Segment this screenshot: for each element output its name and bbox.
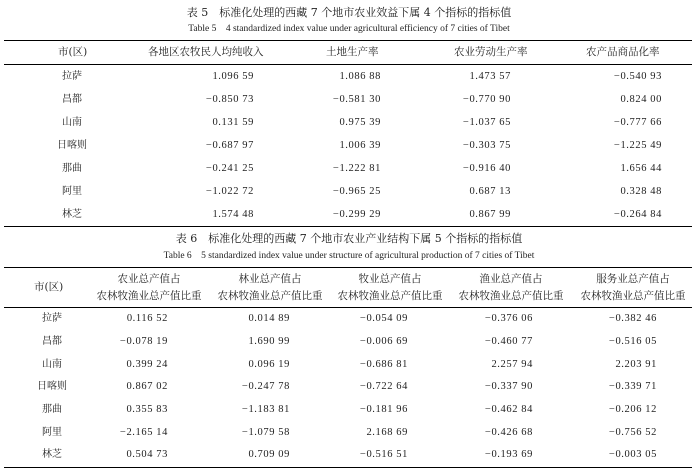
table5-header-rule — [4, 64, 692, 65]
table6-header-line1: 牧业总产值占 — [358, 273, 422, 285]
table5-cell: −0.241 25 — [205, 163, 254, 174]
table5-cell: 1.656 44 — [620, 163, 662, 174]
table5-header-commercialization: 农产品商品化率 — [586, 46, 660, 58]
table5-cell: 0.867 99 — [469, 209, 511, 220]
table5-header-income: 各地区农牧民人均纯收入 — [148, 46, 264, 58]
table6-cell: −2.165 14 — [119, 427, 168, 438]
table6-header-line2: 农林牧渔业总产值比重 — [458, 290, 564, 302]
table6-cell: 0.014 89 — [248, 313, 290, 324]
table6-header-line1: 农业总产值占 — [117, 273, 181, 285]
table6-caption-en: Table 6 5 standardized index value under structure of agricultural production of 7 cities of Tibet — [163, 251, 535, 261]
table6-cell: −0.516 05 — [608, 336, 657, 347]
table6-row-city: 日喀则 — [37, 381, 67, 392]
table5-cell: −0.965 25 — [332, 186, 381, 197]
table6-cell: −0.756 52 — [608, 427, 657, 438]
table6-cell: 0.867 02 — [126, 381, 168, 392]
table5-header-labor-productivity: 农业劳动生产率 — [454, 46, 528, 58]
table5-cell: −0.264 84 — [613, 209, 662, 220]
table6-cell: 2.257 94 — [491, 359, 533, 370]
table6-cell: −0.054 09 — [359, 313, 408, 324]
table6-cell: 0.504 73 — [126, 449, 168, 460]
table5-cell: 1.473 57 — [469, 71, 511, 82]
table5-row-city: 那曲 — [62, 163, 82, 174]
table5-row-city: 日喀则 — [57, 140, 87, 151]
table5-cell: −0.777 66 — [613, 117, 662, 128]
table6-caption-cn: 表 6 标准化处理的西藏 7 个地市农业产业结构下属 5 个指标的指标值 — [175, 232, 523, 245]
table6-cell: 0.709 09 — [248, 449, 290, 460]
table6-header-rule — [4, 307, 692, 308]
table6-cell: −0.460 77 — [484, 336, 533, 347]
table5-row-city: 阿里 — [62, 186, 82, 197]
table6-cell: −0.003 05 — [608, 449, 657, 460]
table6-cell: −0.686 81 — [359, 359, 408, 370]
table6-cell: −0.516 51 — [359, 449, 408, 460]
table5-row-city: 林芝 — [62, 209, 82, 220]
table6-row-city: 昌都 — [42, 336, 62, 347]
table5-cell: −0.540 93 — [613, 71, 662, 82]
table6-cell: 1.690 99 — [248, 336, 290, 347]
table6-row-city: 那曲 — [42, 404, 62, 415]
table6-header-line2: 农林牧渔业总产值比重 — [96, 290, 202, 302]
table6-cell: −0.376 06 — [484, 313, 533, 324]
table5-row-city: 拉萨 — [62, 71, 82, 82]
table5-cell: 1.086 88 — [339, 71, 381, 82]
table6-cell: 0.399 24 — [126, 359, 168, 370]
table6-cell: 0.096 19 — [248, 359, 290, 370]
table5-cell: −0.299 29 — [332, 209, 381, 220]
table6-header-line2: 农林牧渔业总产值比重 — [217, 290, 323, 302]
table6-cell: −0.462 84 — [484, 404, 533, 415]
table5-bottom-rule — [4, 226, 692, 227]
table6-cell: 0.355 83 — [126, 404, 168, 415]
table5-header-land-productivity: 土地生产率 — [326, 46, 379, 58]
table6-cell: 0.116 52 — [126, 313, 168, 324]
table6-top-rule — [4, 267, 692, 268]
table5-cell: 0.131 59 — [212, 117, 254, 128]
table6-cell: −0.181 96 — [359, 404, 408, 415]
table6-header-line1: 林业总产值占 — [238, 273, 302, 285]
table5-cell: 1.096 59 — [212, 71, 254, 82]
table5-cell: −0.303 75 — [462, 140, 511, 151]
table6-cell: −0.339 71 — [608, 381, 657, 392]
table5-cell: 0.824 00 — [620, 94, 662, 105]
table6-cell: −0.722 64 — [359, 381, 408, 392]
table6-bottom-rule — [4, 467, 692, 468]
table5-cell: 0.975 39 — [339, 117, 381, 128]
table6-cell: −0.193 69 — [484, 449, 533, 460]
table6-cell: −0.247 78 — [241, 381, 290, 392]
table6-row-city: 阿里 — [42, 427, 62, 438]
table5-header-city: 市(区) — [58, 46, 88, 58]
table6-cell: 2.168 69 — [366, 427, 408, 438]
table6-cell: 2.203 91 — [615, 359, 657, 370]
table5-row-city: 昌都 — [62, 94, 82, 105]
table6-cell: −1.079 58 — [241, 427, 290, 438]
table6-header-line1: 渔业总产值占 — [479, 273, 543, 285]
table5-row-city: 山南 — [62, 117, 82, 128]
table6-row-city: 拉萨 — [42, 313, 62, 324]
table6-header-line2: 农林牧渔业总产值比重 — [337, 290, 443, 302]
table6-cell: −1.183 81 — [241, 404, 290, 415]
table5-cell: −0.581 30 — [332, 94, 381, 105]
table5-cell: 1.574 48 — [212, 209, 254, 220]
table5-cell: −0.916 40 — [462, 163, 511, 174]
table6-cell: −0.078 19 — [119, 336, 168, 347]
table5-cell: −0.687 97 — [205, 140, 254, 151]
table6-header-line2: 农林牧渔业总产值比重 — [580, 290, 686, 302]
table5-cell: 1.006 39 — [339, 140, 381, 151]
table6-header-city: 市(区) — [34, 281, 64, 293]
table5-caption-en: Table 5 4 standardized index value under agricultural efficiency of 7 cities of Tibet — [188, 24, 510, 34]
table5-cell: −1.222 81 — [332, 163, 381, 174]
table6-cell: −0.337 90 — [484, 381, 533, 392]
table5-caption-cn: 表 5 标准化处理的西藏 7 个地市农业效益下属 4 个指标的指标值 — [186, 6, 512, 19]
table6-cell: −0.382 46 — [608, 313, 657, 324]
table5-cell: 0.328 48 — [620, 186, 662, 197]
table6-row-city: 山南 — [42, 359, 62, 370]
table5-cell: −0.770 90 — [462, 94, 511, 105]
table5-cell: 0.687 13 — [469, 186, 511, 197]
table5-cell: −1.037 65 — [462, 117, 511, 128]
table5-cell: −1.022 72 — [205, 186, 254, 197]
table6-cell: −0.426 68 — [484, 427, 533, 438]
table5-cell: −1.225 49 — [613, 140, 662, 151]
table6-cell: −0.006 69 — [359, 336, 408, 347]
table5-cell: −0.850 73 — [205, 94, 254, 105]
table6-header-line1: 服务业总产值占 — [596, 273, 670, 285]
table6-cell: −0.206 12 — [608, 404, 657, 415]
table5-top-rule — [4, 40, 692, 41]
table6-row-city: 林芝 — [42, 449, 62, 460]
